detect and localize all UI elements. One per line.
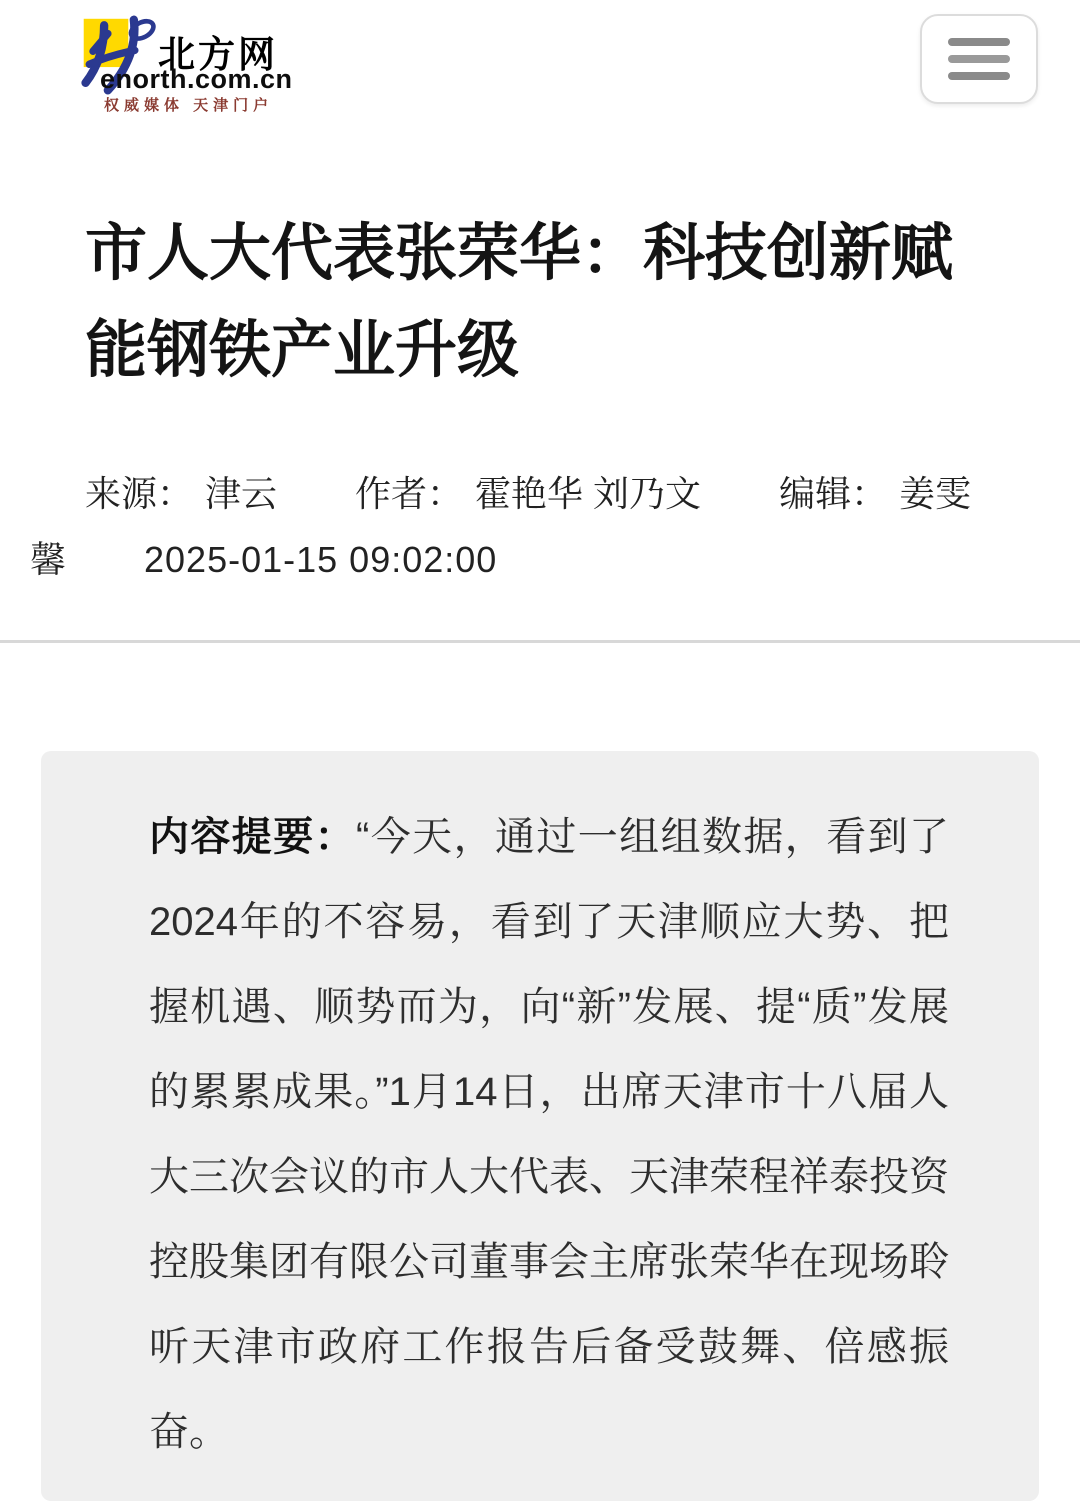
summary-paragraph — [149, 795, 949, 1475]
summary-label: 内容提要： — [149, 815, 357, 859]
meta-author-label: 作者： — [355, 473, 464, 514]
menu-bar — [948, 72, 1010, 80]
meta-editor-value: 姜雯馨 — [30, 473, 972, 580]
menu-bar — [948, 55, 1010, 63]
summary-box — [41, 751, 1039, 1501]
hamburger-icon — [948, 38, 1010, 80]
site-header — [0, 0, 1080, 114]
menu-bar — [948, 38, 1010, 46]
article-main — [0, 205, 1080, 1501]
article-title: 市人大代表张荣华：科技创新赋能钢铁产业升级 — [85, 219, 954, 385]
site-logo[interactable] — [80, 14, 340, 114]
meta-source-value: 津云 — [205, 473, 278, 514]
meta-source-label: 来源： — [85, 473, 194, 514]
meta-author-value: 霍艳华 刘乃文 — [475, 473, 702, 514]
site-name: 北方网 — [158, 32, 278, 76]
section-divider — [0, 640, 1080, 643]
article-meta — [30, 467, 990, 599]
summary-text: “今天，通过一组组数据，看到了2024年的不容易，看到了天津顺应大势、把握机遇、顺势而为，向“新”发展、提“质”发展的累累成果。”1月14日，出席天津市十八届人大三次会议的市人大代表、天津荣程祥泰投资控股集团有限公司董事会主席张荣华在现场聆听天津市政府工作报告后备受鼓舞、倍感振奋。 — [149, 815, 950, 1454]
meta-editor-label: 编辑： — [779, 473, 888, 514]
site-tagline: 权威媒体 天津门户 — [104, 97, 274, 114]
meta-datetime: 2025-01-15 09:02:00 — [144, 539, 498, 580]
site-domain: enorth.com.cn — [100, 64, 293, 94]
menu-button[interactable] — [920, 14, 1038, 104]
